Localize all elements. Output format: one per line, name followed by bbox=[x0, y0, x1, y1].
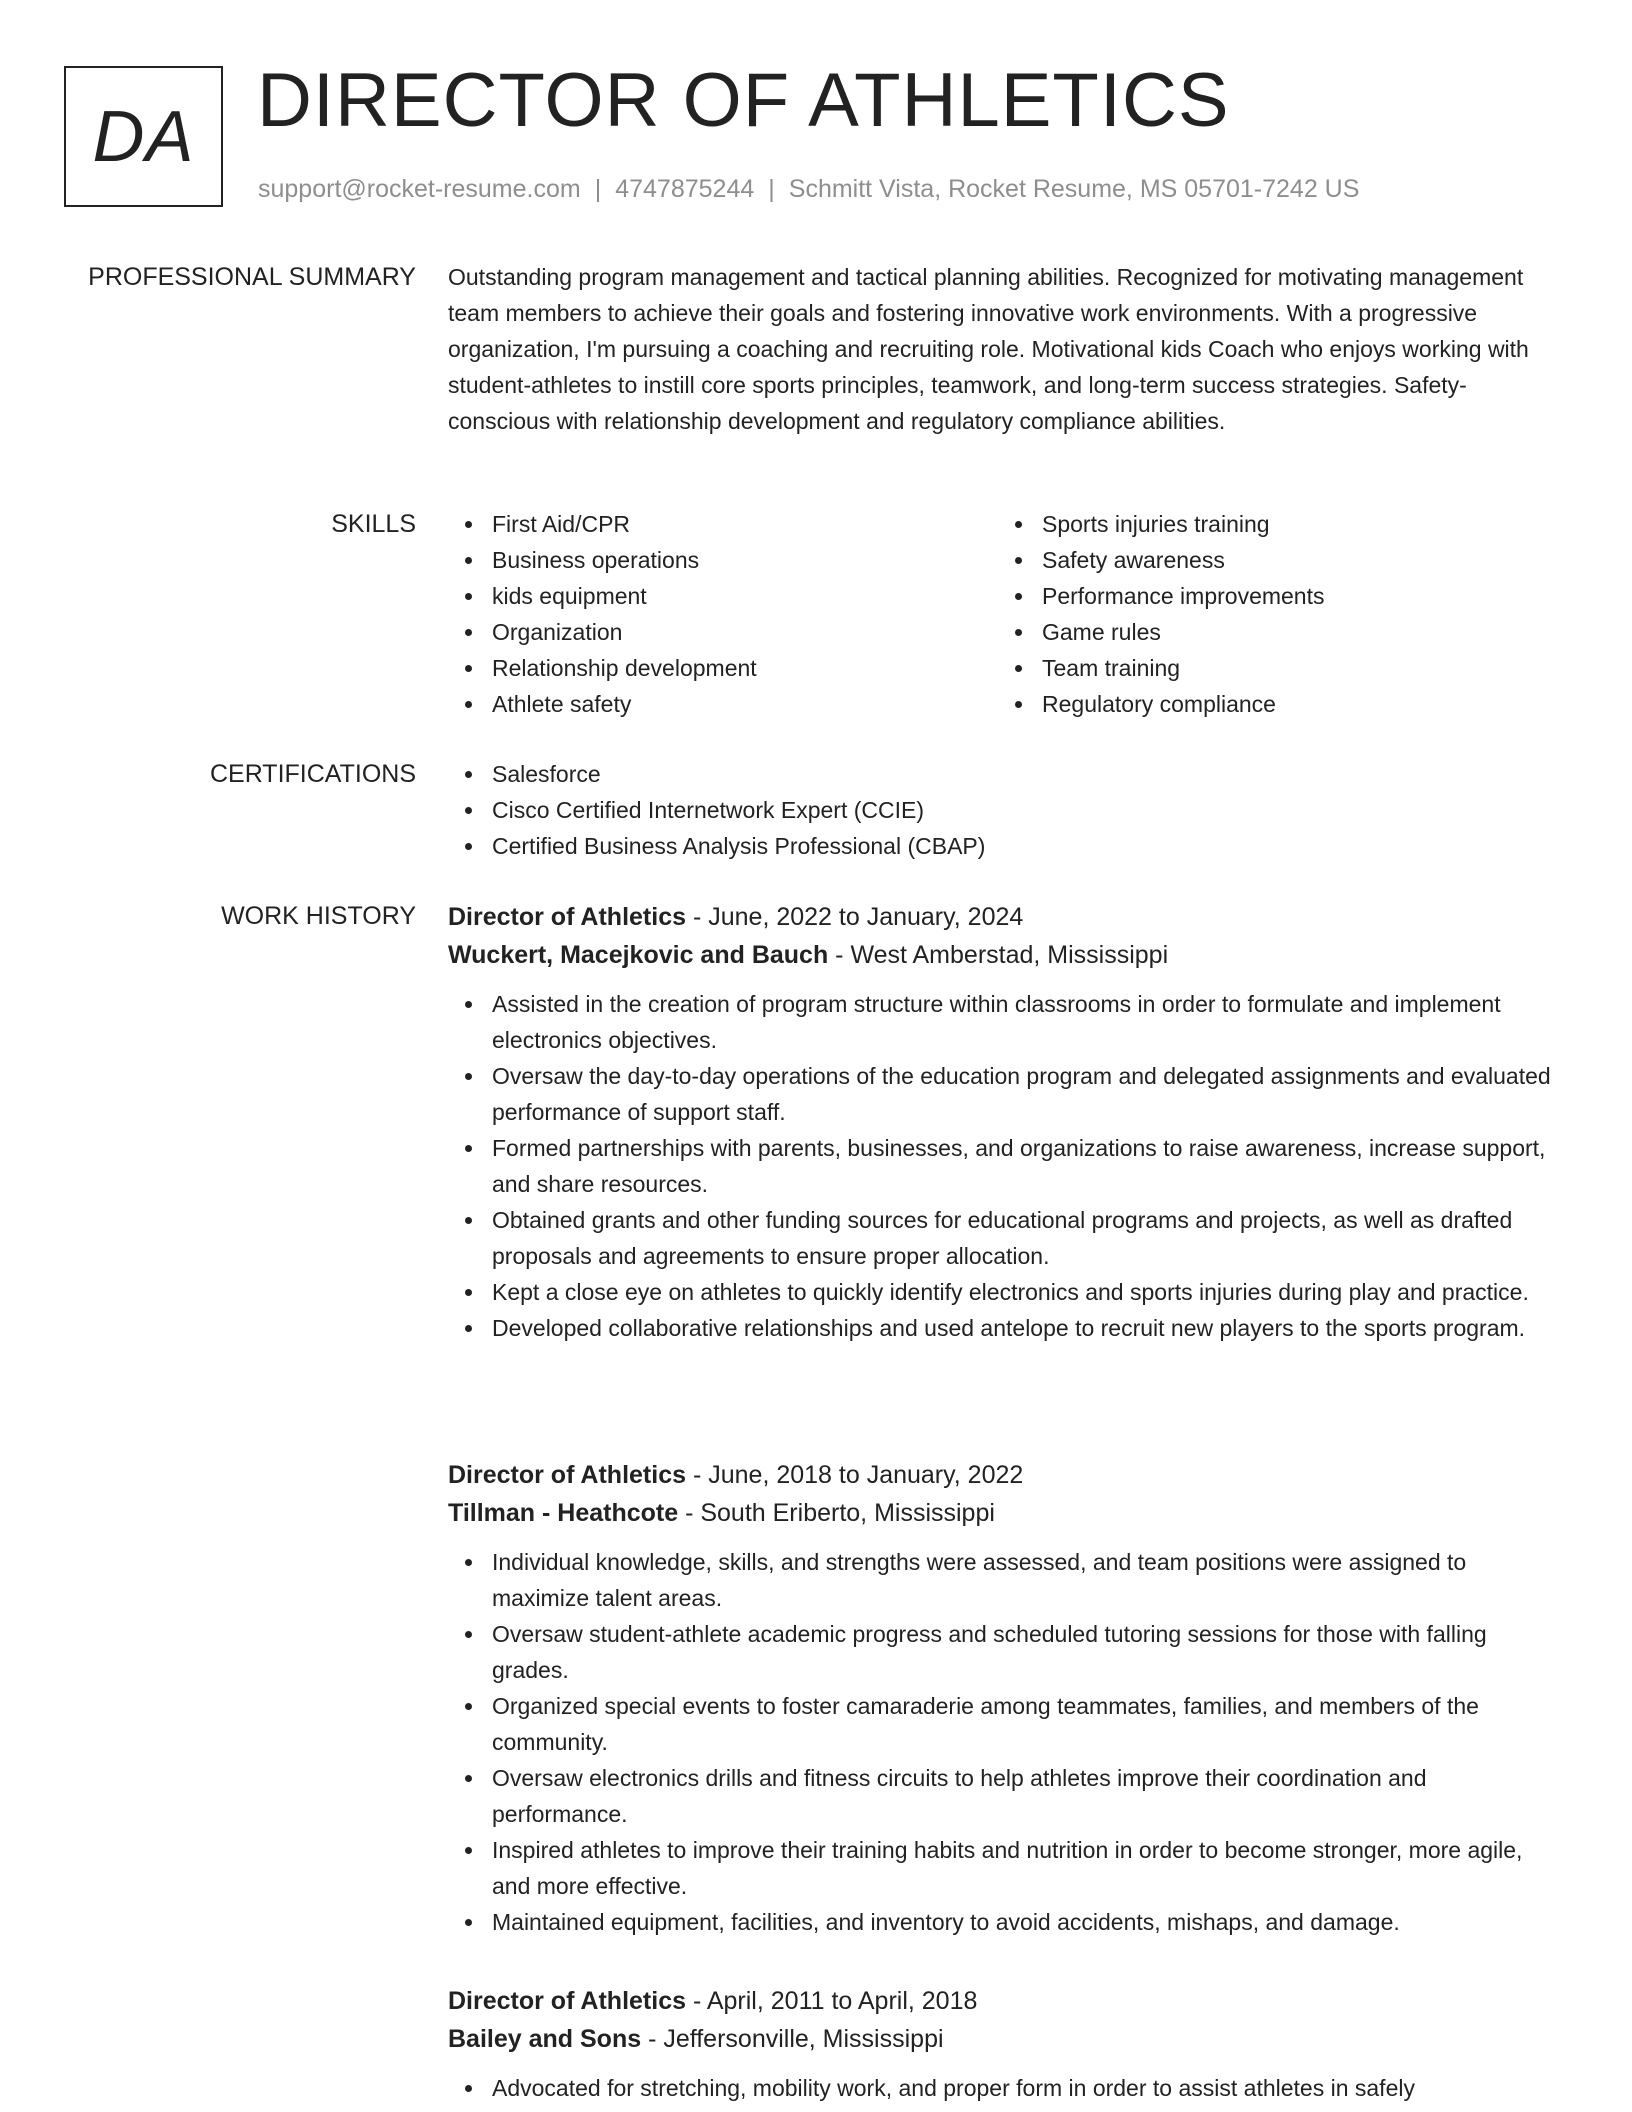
job-bullets bbox=[448, 986, 1566, 1346]
skill-item: Business operations bbox=[448, 542, 998, 578]
job-entry bbox=[448, 898, 1566, 1346]
job-title: Director of Athletics bbox=[448, 903, 687, 931]
work-history-body bbox=[448, 898, 1566, 2101]
certifications-list bbox=[448, 756, 1566, 864]
job-company-line bbox=[448, 936, 1566, 974]
certifications-body bbox=[448, 756, 1566, 864]
skill-item: Relationship development bbox=[448, 650, 998, 686]
skill-item: Regulatory compliance bbox=[998, 686, 1548, 722]
monogram-logo: DA bbox=[64, 66, 223, 207]
skills-list-right bbox=[998, 506, 1548, 722]
job-entry bbox=[448, 1456, 1566, 1940]
skills-body bbox=[448, 506, 1566, 722]
job-dates: - April, 2011 to April, 2018 bbox=[686, 1987, 978, 2015]
skill-item: kids equipment bbox=[448, 578, 998, 614]
job-bullet: Organized special events to foster camaraderie among teammates, families, and members of the community. bbox=[448, 1688, 1566, 1760]
job-company-line bbox=[448, 1494, 1566, 1532]
job-bullet: Oversaw electronics drills and fitness circuits to help athletes improve their coordination and performance. bbox=[448, 1760, 1566, 1832]
job-company: Bailey and Sons bbox=[448, 2025, 642, 2053]
contact-line bbox=[258, 175, 1359, 204]
job-title-line bbox=[448, 1982, 1566, 2020]
skill-item: Organization bbox=[448, 614, 998, 650]
skill-item: Sports injuries training bbox=[998, 506, 1548, 542]
skill-item: Team training bbox=[998, 650, 1548, 686]
job-location: - West Amberstad, Mississippi bbox=[828, 941, 1169, 969]
job-bullet: Oversaw the day-to-day operations of the education program and delegated assignments and evaluated performance of support staff. bbox=[448, 1058, 1566, 1130]
job-title-line bbox=[448, 1456, 1566, 1494]
certification-item: Cisco Certified Internetwork Expert (CCIE) bbox=[448, 792, 1566, 828]
summary-body bbox=[448, 259, 1566, 439]
certifications-heading: CERTIFICATIONS bbox=[209, 760, 416, 788]
job-company: Wuckert, Macejkovic and Bauch bbox=[448, 941, 829, 969]
job-bullet: Assisted in the creation of program structure within classrooms in order to formulate and implement electronics objectives. bbox=[448, 986, 1566, 1058]
job-bullet: Oversaw student-athlete academic progress and scheduled tutoring sessions for those with falling grades. bbox=[448, 1616, 1566, 1688]
job-bullet: Inspired athletes to improve their training habits and nutrition in order to become stronger, more agile, and more effective. bbox=[448, 1832, 1566, 1904]
job-location: - South Eriberto, Mississippi bbox=[678, 1499, 995, 1527]
job-bullet: Individual knowledge, skills, and strengths were assessed, and team positions were assigned to maximize talent areas. bbox=[448, 1544, 1566, 1616]
skill-item: First Aid/CPR bbox=[448, 506, 998, 542]
page-title: DIRECTOR OF ATHLETICS bbox=[257, 58, 1230, 143]
skill-item: Game rules bbox=[998, 614, 1548, 650]
job-title: Director of Athletics bbox=[448, 1987, 687, 2015]
job-title: Director of Athletics bbox=[448, 1461, 687, 1489]
contact-address: Schmitt Vista, Rocket Resume, MS 05701-7242 US bbox=[788, 175, 1360, 203]
job-bullet: Advocated for stretching, mobility work, and proper form in order to assist athletes in safely bbox=[448, 2070, 1566, 2106]
summary-text: Outstanding program management and tactical planning abilities. Recognized for motivating management team members to achieve their goals and fostering innovative work environments. With a progressive organization, I'm pursuing a coaching and recruiting role. Motivational kids Coach who enjoys working with student-athletes to instill core sports principles, teamwork, and long-term success strategies. Safety-conscious with relationship development and regulatory compliance abilities. bbox=[448, 264, 1529, 434]
skills-heading: SKILLS bbox=[331, 510, 416, 538]
contact-email: support@rocket-resume.com bbox=[258, 175, 581, 203]
skill-item: Performance improvements bbox=[998, 578, 1548, 614]
skills-list-left bbox=[448, 506, 998, 722]
job-bullets bbox=[448, 1544, 1566, 1940]
work-history-heading: WORK HISTORY bbox=[221, 902, 416, 930]
job-dates: - June, 2022 to January, 2024 bbox=[686, 903, 1024, 931]
job-company: Tillman - Heathcote bbox=[448, 1499, 679, 1527]
job-bullet: Obtained grants and other funding sources for educational programs and projects, as well as drafted proposals and agreements to ensure proper allocation. bbox=[448, 1202, 1566, 1274]
contact-separator: | bbox=[768, 175, 775, 203]
certification-item: Salesforce bbox=[448, 756, 1566, 792]
job-location: - Jeffersonville, Mississippi bbox=[641, 2025, 944, 2053]
certification-item: Certified Business Analysis Professional (CBAP) bbox=[448, 828, 1566, 864]
job-title-line bbox=[448, 898, 1566, 936]
job-bullet: Maintained equipment, facilities, and inventory to avoid accidents, mishaps, and damage. bbox=[448, 1904, 1566, 1940]
job-dates: - June, 2018 to January, 2022 bbox=[686, 1461, 1024, 1489]
job-entry bbox=[448, 1982, 1566, 2106]
job-bullet: Formed partnerships with parents, businesses, and organizations to raise awareness, increase support, and share resources. bbox=[448, 1130, 1566, 1202]
job-bullet: Developed collaborative relationships and used antelope to recruit new players to the sports program. bbox=[448, 1310, 1566, 1346]
job-bullets bbox=[448, 2070, 1566, 2106]
job-bullet: Kept a close eye on athletes to quickly identify electronics and sports injuries during play and practice. bbox=[448, 1274, 1566, 1310]
skill-item: Athlete safety bbox=[448, 686, 998, 722]
skill-item: Safety awareness bbox=[998, 542, 1548, 578]
contact-phone: 4747875244 bbox=[615, 175, 755, 203]
summary-heading: PROFESSIONAL SUMMARY bbox=[88, 263, 416, 291]
job-company-line bbox=[448, 2020, 1566, 2058]
contact-separator: | bbox=[594, 175, 602, 203]
